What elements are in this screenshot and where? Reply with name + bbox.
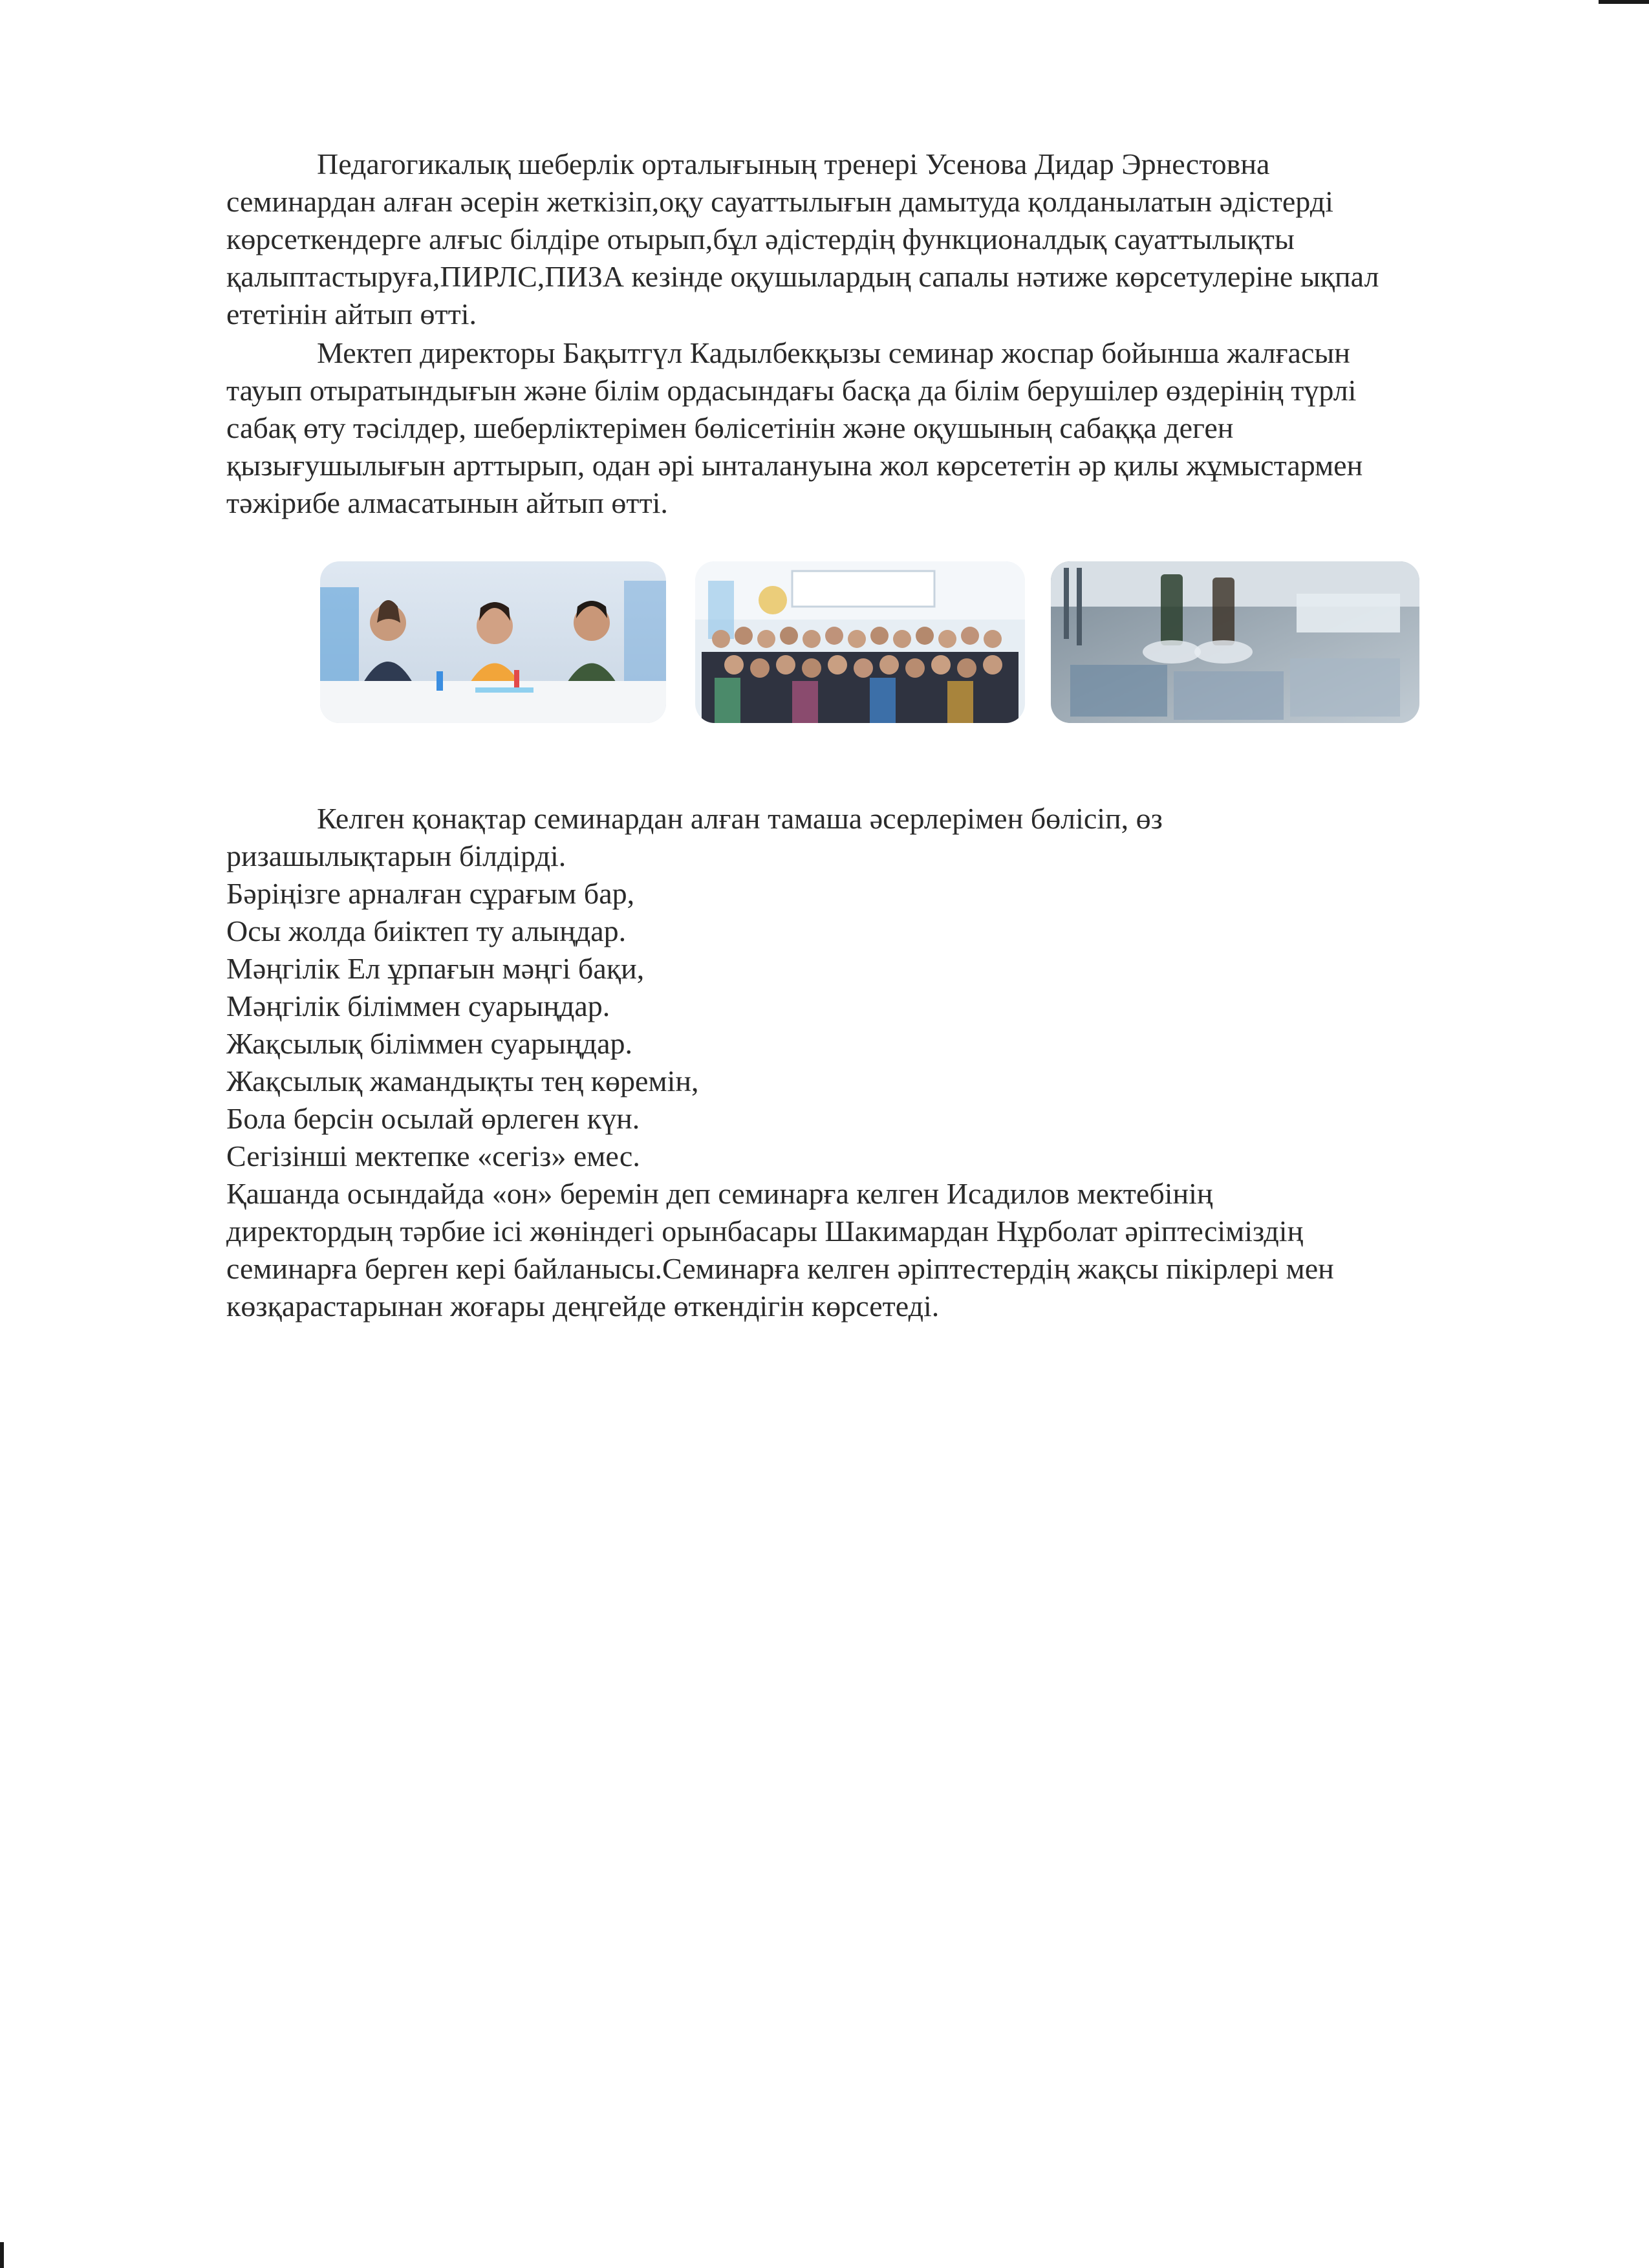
text-line: семинарға берген кері байланысы.Семинарға келген әріптестердің жақсы пікірлері мен	[226, 1252, 1334, 1285]
text-line: Педагогикалық шеберлік орталығының тренері Усенова Дидар Эрнестовна	[317, 147, 1270, 180]
text-line: көзқарастарынан жоғары деңгейде өткендігін көрсетеді.	[226, 1290, 940, 1323]
text-line: қызығушылығын арттырып, одан әрі ынталануына жол көрсететін әр қилы жұмыстармен	[226, 449, 1363, 482]
paragraph-trainer-feedback	[226, 146, 1494, 333]
text-line: семинардан алған әсерін жеткізіп,оқу сауаттылығын дамытуда қолданылатын әдістерді	[226, 185, 1333, 218]
photo-three-women-at-table	[320, 561, 666, 723]
text-line: тәжірибе алмасатынын айтып өтті.	[226, 486, 668, 519]
poem-line: Бола берсін осылай өрлеген күн.	[226, 1102, 640, 1135]
poem-line: Жақсылық жамандықты тең көремін,	[226, 1064, 699, 1097]
poem-line: Мәңгілік Ел ұрпағын мәңгі бақи,	[226, 952, 645, 985]
poem-line: Бәріңізге арналған сұрағым бар,	[226, 877, 635, 910]
paragraph-director-remarks	[226, 334, 1494, 522]
text-line: Қашанда осындайда «он» беремін деп семинарға келген Исадилов мектебінің	[226, 1177, 1213, 1210]
photo-table-with-glasses-and-papers	[1051, 561, 1419, 723]
text-line: Мектеп директоры Бақытгүл Кадылбекқызы семинар жоспар бойынша жалғасын	[317, 336, 1350, 369]
paragraph-guests-feedback-poem	[226, 800, 1494, 1325]
text-line: көрсеткендерге алғыс білдіре отырып,бұл әдістердің функционалдық сауаттылықты	[226, 222, 1295, 255]
scan-edge-mark	[1599, 0, 1649, 4]
text-line: сабақ өту тәсілдер, шеберліктерімен бөлісетінін және оқушының сабаққа деген	[226, 411, 1234, 444]
text-line: тауып отыратындығын және білім ордасындағы басқа да білім берушілер өздерінің түрлі	[226, 374, 1357, 407]
poem-line: Осы жолда биіктеп ту алыңдар.	[226, 914, 627, 947]
text-line: ризашылықтарын білдірді.	[226, 839, 566, 872]
text-line: директордың тәрбие ісі жөніндегі орынбасары Шакимардан Нұрболат әріптесіміздің	[226, 1215, 1304, 1247]
poem-line: Жақсылық біліммен суарыңдар.	[226, 1027, 633, 1060]
text-line: қалыптастыруға,ПИРЛС,ПИЗА кезінде оқушылардың сапалы нәтиже көрсетулеріне ықпал	[226, 260, 1379, 293]
poem-line: Мәңгілік біліммен суарыңдар.	[226, 989, 610, 1022]
poem-line: Сегізінші мектепке «сегіз» емес.	[226, 1139, 640, 1172]
photo-group-seminar-participants	[695, 561, 1025, 723]
scan-edge-mark-left	[0, 2242, 4, 2268]
text-line: ететінін айтып өтті.	[226, 297, 477, 330]
text-line: Келген қонақтар семинардан алған тамаша әсерлерімен бөлісіп, өз	[317, 802, 1163, 835]
